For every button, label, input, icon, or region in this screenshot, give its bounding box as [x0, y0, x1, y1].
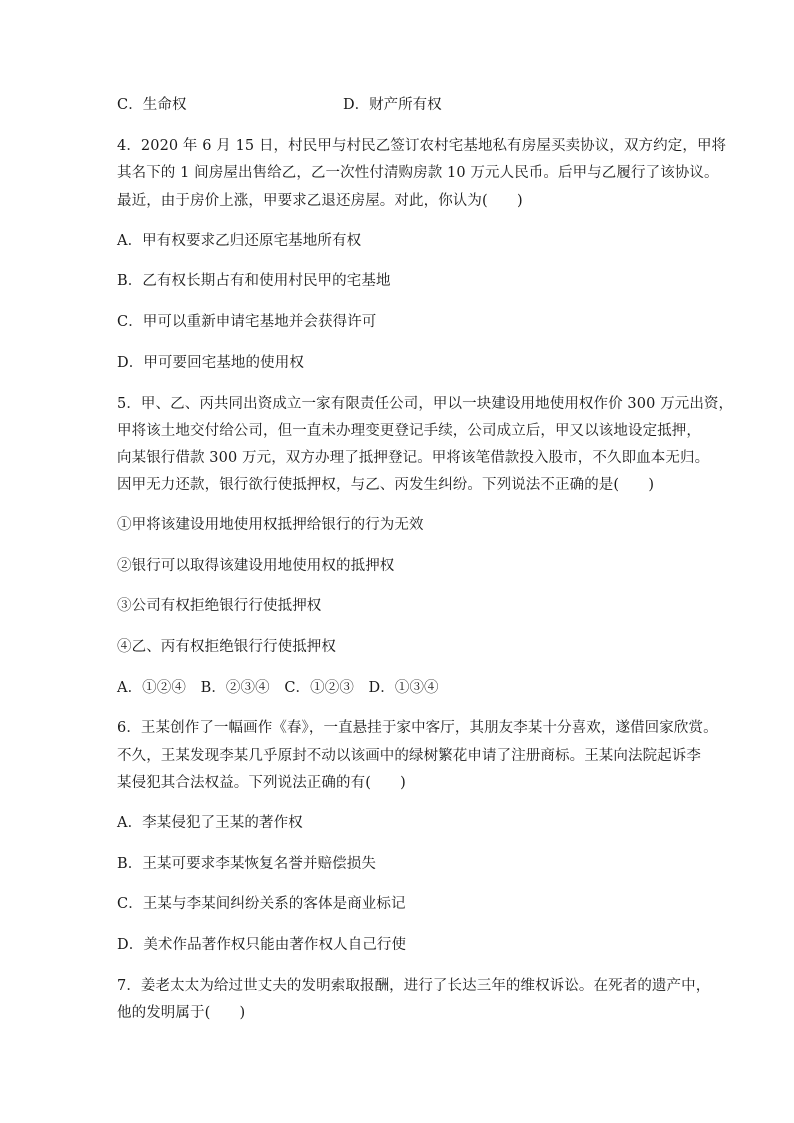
q5-stem-line-2: 甲将该土地交付给公司，但一直未办理变更登记手续，公司成立后，甲又以该地设定抵押，: [117, 423, 701, 439]
q5-statement-2: ②银行可以取得该建设用地使用权的抵押权: [117, 558, 395, 574]
q5-stem-line-4: 因甲无力还款，银行欲行使抵押权，与乙、丙发生纠纷。下列说法不正确的是( ): [117, 477, 655, 493]
q5-options: A．①②④ B．②③④ C．①②③ D．①③④: [117, 680, 439, 696]
q6-option-b: B．王某可要求李某恢复名誉并赔偿损失: [117, 856, 376, 872]
q4-option-b: B．乙有权长期占有和使用村民甲的宅基地: [117, 273, 391, 289]
q6-stem-line-2: 不久，王某发现李某几乎原封不动以该画中的绿树繁花申请了注册商标。王某向法院起诉李: [117, 748, 701, 764]
q4-option-a: A．甲有权要求乙归还原宅基地所有权: [117, 233, 362, 249]
q7-stem-line-2: 他的发明属于( ): [117, 1005, 246, 1021]
q5-stem-line-3: 向某银行借款 300 万元，双方办理了抵押登记。甲将该笔借款投入股市，不久即血本无归。: [117, 450, 710, 466]
q6-option-c: C．王某与李某间纠纷关系的客体是商业标记: [117, 896, 406, 912]
q6-stem-line-1: 6．王某创作了一幅画作《春》，一直悬挂于家中客厅，其朋友李某十分喜欢，遂借回家欣赏。: [117, 720, 718, 736]
q4-stem-line-3: 最近，由于房价上涨，甲要求乙退还房屋。对此，你认为( ): [117, 193, 523, 209]
q5-statement-3: ③公司有权拒绝银行行使抵押权: [117, 598, 322, 614]
q4-option-d: D．甲可要回宅基地的使用权: [117, 355, 304, 371]
q6-stem-line-3: 某侵犯其合法权益。下列说法正确的有( ): [117, 775, 406, 791]
q5-statement-4: ④乙、丙有权拒绝银行行使抵押权: [117, 639, 336, 655]
q4-option-c: C．甲可以重新申请宅基地并会获得许可: [117, 314, 377, 330]
q3-option-c: C．生命权: [117, 97, 187, 113]
q7-stem-line-1: 7．姜老太太为给过世丈夫的发明索取报酬，进行了长达三年的维权诉讼。在死者的遗产中，: [117, 978, 711, 994]
q4-stem-line-1: 4．2020 年 6 月 15 日，村民甲与村民乙签订农村宅基地私有房屋买卖协议，双方约定，甲将: [117, 138, 727, 154]
q3-option-d: D．财产所有权: [343, 97, 442, 113]
q5-statement-1: ①甲将该建设用地使用权抵押给银行的行为无效: [117, 517, 424, 533]
q4-stem-line-2: 其名下的 1 间房屋出售给乙，乙一次性付清购房款 10 万元人民币。后甲与乙履行了该协议。: [117, 165, 719, 181]
q6-option-a: A．李某侵犯了王某的著作权: [117, 815, 303, 831]
q5-stem-line-1: 5．甲、乙、丙共同出资成立一家有限责任公司，甲以一块建设用地使用权作价 300 万元出资，: [117, 396, 734, 412]
q6-option-d: D．美术作品著作权只能由著作权人自己行使: [117, 937, 407, 953]
